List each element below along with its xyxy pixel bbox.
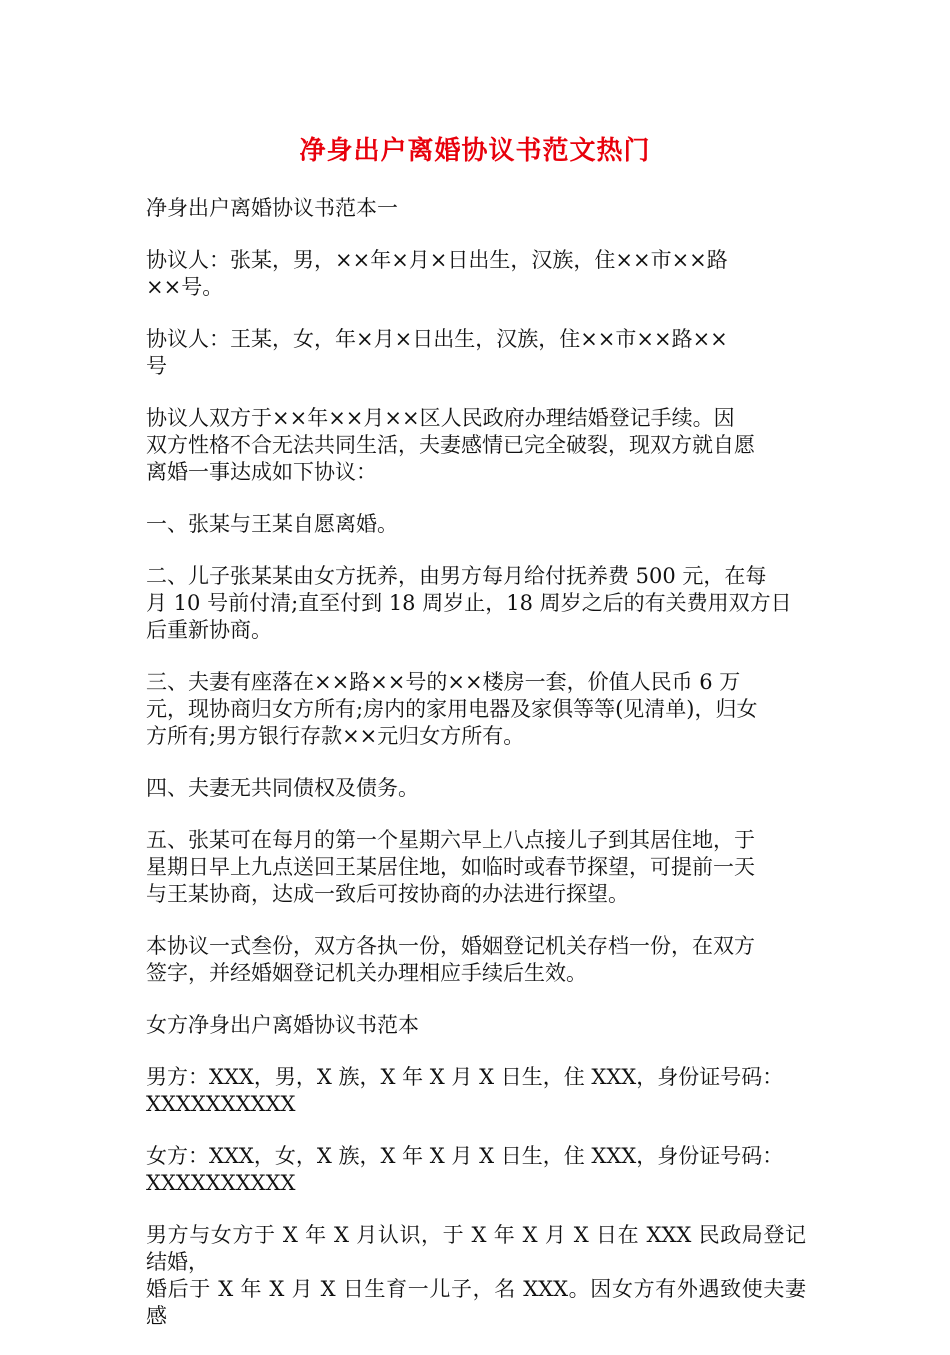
document-body [146, 195, 806, 1355]
paragraph-male-party: 男方：XXX，男，X 族，X 年 X 月 X 日生，住 XXX，身份证号码： XXXXXXXXXX [146, 1065, 784, 1116]
paragraph-clause-4: 四、夫妻无共同债权及债务。 [146, 776, 419, 800]
paragraph-section-heading-1: 净身出户离婚协议书范本一 [146, 196, 398, 220]
paragraph-background: 协议人双方于××年××月××区人民政府办理结婚登记手续。因 双方性格不合无法共同生活，夫妻感情已完全破裂，现双方就自愿 离婚一事达成如下协议： [146, 406, 755, 484]
paragraph-marriage-history: 男方与女方于 X 年 X 月认识，于 X 年 X 月 X 日在 XXX 民政局登记结婚， 婚后于 X 年 X 月 X 日生育一儿子，名 XXX。因女方有外遇致使夫妻感 [146, 1223, 806, 1328]
paragraph-copies: 本协议一式叁份，双方各执一份，婚姻登记机关存档一份，在双方 签字，并经婚姻登记机关办理相应手续后生效。 [146, 934, 755, 985]
paragraph-clause-1: 一、张某与王某自愿离婚。 [146, 512, 398, 536]
paragraph-female-party: 女方：XXX，女，X 族，X 年 X 月 X 日生，住 XXX，身份证号码： XXXXXXXXXX [146, 1144, 784, 1195]
paragraph-clause-2: 二、儿子张某某由女方抚养，由男方每月给付抚养费 500 元，在每 月 10 号前付清;直至付到 18 周岁止，18 周岁之后的有关费用双方日 后重新协商。 [146, 564, 792, 642]
paragraph-clause-5: 五、张某可在每月的第一个星期六早上八点接儿子到其居住地，于 星期日早上九点送回王某居住地，如临时或春节探望，可提前一天 与王某协商，达成一致后可按协商的办法进行探望。 [146, 828, 755, 906]
paragraph-party-a: 协议人：张某，男，××年×月×日出生，汉族，住××市××路 ××号。 [146, 248, 728, 299]
paragraph-section-heading-2: 女方净身出户离婚协议书范本 [146, 1013, 419, 1037]
paragraph-clause-3: 三、夫妻有座落在××路××号的××楼房一套，价值人民币 6 万 元，现协商归女方所有;房内的家用电器及家俱等等(见清单)，归女 方所有;男方银行存款××元归女方所有。 [146, 670, 758, 748]
document-title: 净身出户离婚协议书范文热门 [299, 136, 651, 166]
paragraph-party-b: 协议人：王某，女，年×月×日出生，汉族，住××市××路×× 号 [146, 327, 728, 378]
